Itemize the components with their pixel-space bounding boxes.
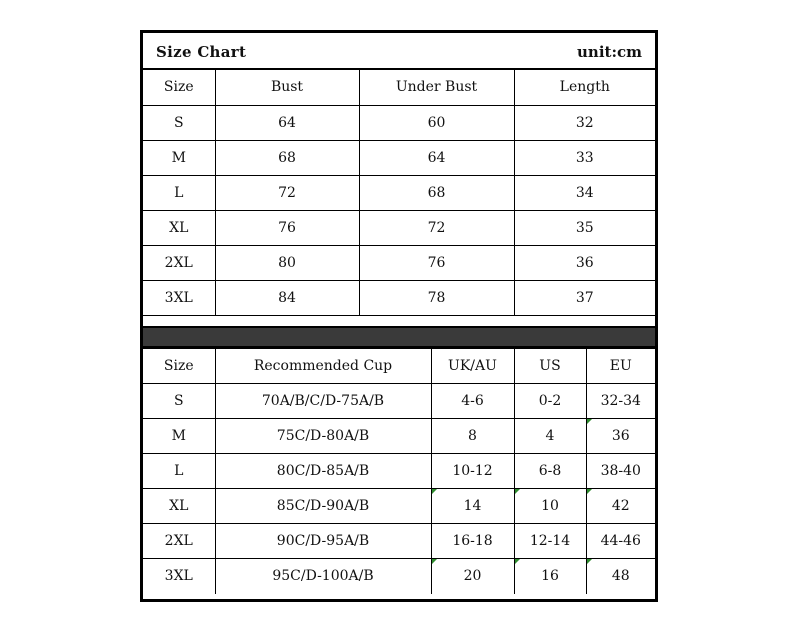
table-cell: 10-12 [431,454,514,489]
table-row [143,489,655,524]
column-header: EU [586,349,655,384]
column-header: Recommended Cup [215,349,431,384]
table-cell: 48 [586,559,655,594]
table-row [143,454,655,489]
table-cell: 36 [586,419,655,454]
measurements-table [143,70,655,316]
table-cell: 35 [514,210,655,245]
table-cell: M [143,419,215,454]
cup-size-table [143,348,655,594]
table-cell: M [143,140,215,175]
table-cell: 2XL [143,524,215,559]
column-header: US [514,349,586,384]
size-chart-frame [140,30,658,602]
table-row [143,245,655,280]
table-cell: S [143,384,215,419]
table-cell: L [143,175,215,210]
table-cell: 64 [359,140,514,175]
table-cell: 85C/D-90A/B [215,489,431,524]
table-row [143,419,655,454]
table-cell: 3XL [143,559,215,594]
table-row [143,559,655,594]
table-cell: XL [143,210,215,245]
table-row [143,140,655,175]
table-cell: 60 [359,105,514,140]
table-cell: 44-46 [586,524,655,559]
table-row [143,175,655,210]
table-cell: 70A/B/C/D-75A/B [215,384,431,419]
table-cell: 95C/D-100A/B [215,559,431,594]
header-row [143,349,655,384]
table-row [143,105,655,140]
table-cell: 36 [514,245,655,280]
table-cell: 68 [359,175,514,210]
column-header: Size [143,70,215,105]
table-cell: 72 [215,175,359,210]
table-cell: 72 [359,210,514,245]
table-cell: 2XL [143,245,215,280]
table-cell: 84 [215,280,359,315]
table-cell: 14 [431,489,514,524]
table-cell: 0-2 [514,384,586,419]
column-header: Bust [215,70,359,105]
column-header: UK/AU [431,349,514,384]
table-cell: 76 [359,245,514,280]
table-cell: 3XL [143,280,215,315]
table-cell: XL [143,489,215,524]
table-cell: 16-18 [431,524,514,559]
table-cell: 33 [514,140,655,175]
unit-label: unit:cm [577,43,642,61]
table-row [143,524,655,559]
table-cell: 42 [586,489,655,524]
table-row [143,210,655,245]
table-cell: 10 [514,489,586,524]
table-cell: 32-34 [586,384,655,419]
table-cell: 20 [431,559,514,594]
table-cell: 78 [359,280,514,315]
column-header: Length [514,70,655,105]
table-cell: 12-14 [514,524,586,559]
table-cell: 8 [431,419,514,454]
section-divider [143,326,655,348]
table-cell: 64 [215,105,359,140]
table-cell: L [143,454,215,489]
table-cell: 76 [215,210,359,245]
column-header: Under Bust [359,70,514,105]
column-header: Size [143,349,215,384]
table-cell: 90C/D-95A/B [215,524,431,559]
table-cell: 37 [514,280,655,315]
table-cell: 4-6 [431,384,514,419]
table-row [143,280,655,315]
table-cell: 80 [215,245,359,280]
title-row [143,33,655,70]
table-row [143,384,655,419]
table-cell: 4 [514,419,586,454]
table-cell: 38-40 [586,454,655,489]
table-cell: 32 [514,105,655,140]
chart-title: Size Chart [156,43,247,61]
header-row [143,70,655,105]
table-cell: 80C/D-85A/B [215,454,431,489]
table-cell: 6-8 [514,454,586,489]
table-cell: 16 [514,559,586,594]
table-cell: 34 [514,175,655,210]
table-cell: 75C/D-80A/B [215,419,431,454]
table-cell: 68 [215,140,359,175]
table-cell: S [143,105,215,140]
